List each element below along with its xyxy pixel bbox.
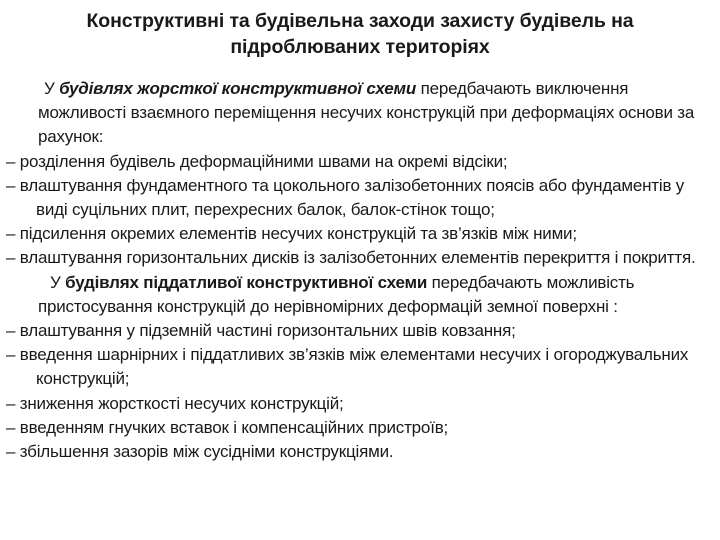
section-rigid-intro [6, 77, 711, 150]
section-rigid-prefix: У [44, 79, 60, 98]
list-item: – розділення будівель деформаційними швами на окремі відсіки; [6, 151, 508, 171]
section-flexible-emphasis: будівлях піддатливої конструктивної схеми [65, 272, 428, 292]
page-title [40, 8, 680, 60]
list-item: – введенням гнучких вставок і компенсаційних пристроїв; [6, 417, 449, 437]
section-flexible-rest: передбачають можливість пристосування конструкцій до нерівномірних деформацій земної поверхні : [38, 272, 635, 316]
section-rigid-rest: передбачають виключення можливості взаємного переміщення несучих конструкцій при деформаціях основи за рахунок: [38, 79, 695, 147]
section-rigid-emphasis: будівлях жорсткої конструктивної схеми [59, 79, 417, 98]
list-item: – зниження жорсткості несучих конструкцій; [6, 393, 344, 413]
list-item: – підсилення окремих елементів несучих конструкцій та зв’язків між ними; [6, 224, 577, 244]
list-item: – влаштування фундаментного та цокольного залізобетонних поясів або фундаментів у виді суцільних плит, перехресних балок, балок-стінок тощо; [6, 175, 685, 220]
list-item: – влаштування у підземній частині горизонтальних швів ковзання; [6, 321, 516, 341]
list-item: – збільшення зазорів між сусідніми конструкціями. [6, 442, 394, 462]
section-flexible-intro [6, 271, 711, 319]
section-flexible-prefix: У [50, 272, 66, 292]
title-line-1: Конструктивні та будівельна заходи захисту будівель на [86, 10, 634, 32]
body-text [6, 77, 711, 464]
list-item: – введення шарнірних і піддатливих зв’язків між елементами несучих і огороджувальних конструкцій; [6, 345, 689, 389]
title-line-2: підроблюваних територіях [230, 36, 490, 58]
list-item: – влаштування горизонтальних дисків із залізобетонних елементів перекриття і покриття. [6, 248, 696, 268]
